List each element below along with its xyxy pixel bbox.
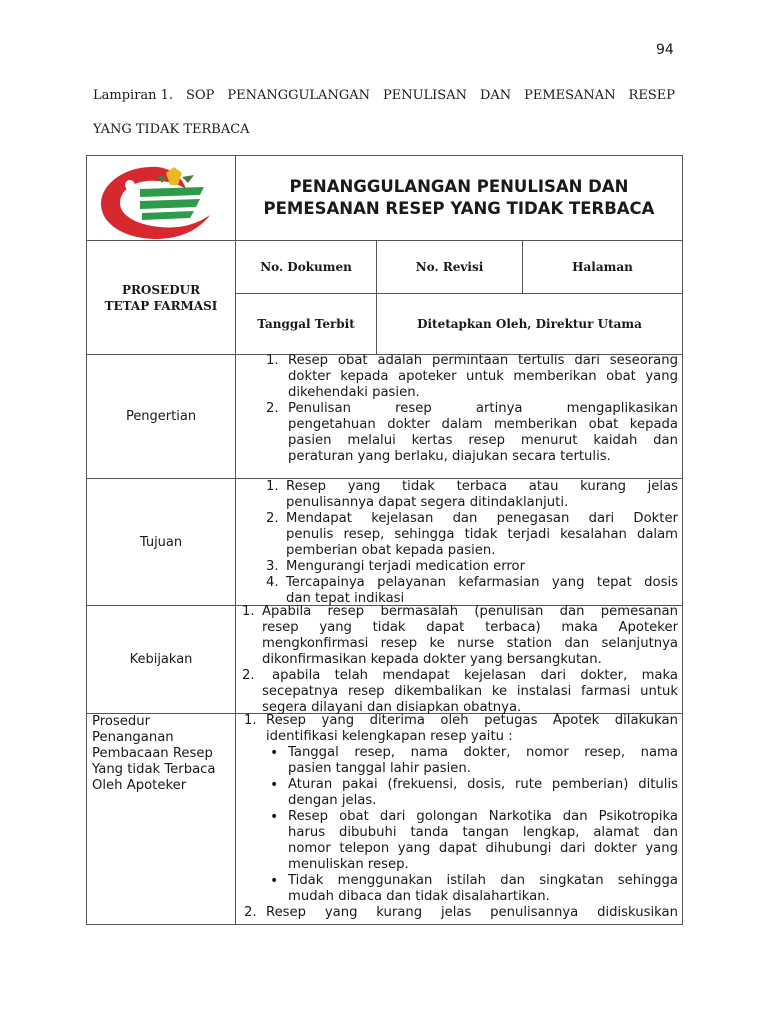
list-item-line: apabila telah mendapat kejelasan dari dokter, maka (272, 668, 678, 683)
caption-line-1 (93, 88, 675, 103)
bullet-icon: • (270, 873, 279, 889)
procedure-type-label (87, 241, 235, 354)
list-item-line: Apabila resep bermasalah (penulisan dan pemesanan (262, 604, 678, 619)
bullet-line: harus dibubuhi tanda tangan lengkap, alamat dan (288, 825, 678, 840)
caption-word: PEMESANAN (524, 88, 616, 103)
prosedur-label-line: Yang tidak Terbaca (92, 762, 216, 777)
list-item-line: penulisannya dapat segera ditindaklanjuti. (286, 495, 569, 510)
list-number: 2. (244, 905, 257, 920)
list-item-line: identifikasi kelengkapan resep yaitu : (266, 729, 513, 744)
list-item-line: peraturan yang berlaku, diajukan secara tertulis. (288, 449, 611, 464)
tanggal-terbit-header: Tanggal Terbit (257, 317, 355, 331)
list-item-line: resep yang tidak dapat terbaca) maka Apoteker (262, 620, 678, 635)
ditetapkan-header: Ditetapkan Oleh, Direktur Utama (417, 317, 642, 331)
caption-line-2: YANG TIDAK TERBACA (93, 122, 250, 137)
no-revisi-header: No. Revisi (415, 260, 484, 274)
caption-word: SOP (186, 88, 215, 103)
bullet-line: Aturan pakai (frekuensi, dosis, rute pemberian) ditulis (288, 777, 678, 792)
list-number: 2. (266, 401, 279, 416)
list-number: 3. (266, 559, 279, 574)
kebijakan-label: Kebijakan (129, 652, 193, 667)
bullet-line: Tanggal resep, nama dokter, nomor resep, nama (288, 745, 678, 760)
bullet-line: Resep obat dari golongan Narkotika dan Psikotropika (288, 809, 678, 824)
document-title-line-2: PEMESANAN RESEP YANG TIDAK TERBACA (263, 199, 655, 218)
list-number: 1. (242, 604, 255, 619)
list-item-line: Penulisan resep artinya mengaplikasikan (288, 401, 678, 416)
bullet-icon: • (270, 745, 279, 761)
list-item-line: penulis resep, sehingga tidak terjadi kesalahan dalam (286, 527, 678, 542)
list-number: 4. (266, 575, 279, 590)
list-item-line: pasien melalui kertas resep menurut kaidah dan (288, 433, 678, 448)
list-item-line: dan tepat indikasi (286, 591, 405, 606)
prosedur-label-line: Pembacaan Resep (92, 746, 213, 761)
bullet-line: menuliskan resep. (288, 857, 409, 872)
list-item-line: pemberian obat kepada pasien. (286, 543, 496, 558)
prosedur-label-line: Oleh Apoteker (92, 778, 187, 793)
prosedur-label-line: Prosedur (92, 714, 151, 729)
page-number: 94 (656, 42, 674, 58)
caption-word: PENULISAN (382, 88, 467, 103)
list-number: 2. (242, 668, 255, 683)
list-number: 2. (266, 511, 279, 526)
caption-word: Lampiran 1. (93, 88, 174, 103)
caption-word: RESEP (628, 88, 675, 103)
list-item-line: Tercapainya pelayanan kefarmasian yang tepat dosis (286, 575, 678, 590)
bullet-line: Tidak menggunakan istilah dan singkatan sehingga (288, 873, 678, 888)
list-item-line: dikehendaki pasien. (288, 385, 420, 400)
list-item-line: pengetahuan dokter dalam memberikan obat kepada (288, 417, 678, 432)
list-item-line: Resep yang diterima oleh petugas Apotek dilakukan (266, 713, 678, 728)
prosedur-label-line: Penanganan (92, 730, 174, 745)
halaman-header: Halaman (572, 260, 633, 274)
list-item-line: Mengurangi terjadi medication error (286, 559, 526, 574)
list-item-line: segera dilayani dan disiapkan obatnya. (262, 700, 522, 715)
bullet-icon: • (270, 809, 279, 825)
document-title (236, 156, 682, 240)
tujuan-label: Tujuan (139, 534, 183, 550)
caption-word: DAN (479, 88, 512, 103)
pengertian-label: Pengertian (125, 409, 197, 424)
list-number: 1. (266, 353, 279, 368)
list-item-line: Resep yang kurang jelas penulisannya didiskusikan (266, 905, 678, 920)
bullet-line: mudah dibaca dan tidak disalahartikan. (288, 889, 550, 904)
list-item-line: dokter kepada apoteker untuk memberikan obat yang (288, 369, 678, 384)
list-number: 1. (266, 479, 279, 494)
list-item-line: mengkonfirmasi resep ke nurse station dan selanjutnya (262, 636, 678, 651)
bullet-line: pasien tanggal lahir pasien. (288, 761, 471, 776)
list-item-line: Mendapat kejelasan dan penegasan dari Dokter (286, 511, 678, 526)
prosedur-label (92, 714, 232, 794)
list-item-line: Resep obat adalah permintaan tertulis dari seseorang (288, 353, 678, 368)
sop-table (86, 155, 683, 925)
bullet-icon: • (270, 777, 279, 793)
list-item-line: secepatnya resep dikembalikan ke instalasi farmasi untuk (262, 684, 678, 699)
caption-word: PENANGGULANGAN (227, 88, 370, 103)
bullet-line: dengan jelas. (288, 793, 377, 808)
procedure-type-line-2: TETAP FARMASI (104, 298, 218, 313)
list-item-line: Resep yang tidak terbaca atau kurang jelas (286, 479, 678, 494)
procedure-type-line-1: PROSEDUR (121, 282, 201, 297)
list-item-line: dikonfirmasikan kepada dokter yang bersangkutan. (262, 652, 602, 667)
no-dokumen-header: No. Dokumen (260, 260, 352, 274)
list-number: 1. (244, 713, 257, 728)
bullet-line: nomor telepon yang dapat dihubungi dari dokter yang (288, 841, 678, 856)
document-title-line-1: PENANGGULANGAN PENULISAN DAN (289, 177, 629, 196)
hospital-logo (96, 163, 214, 241)
